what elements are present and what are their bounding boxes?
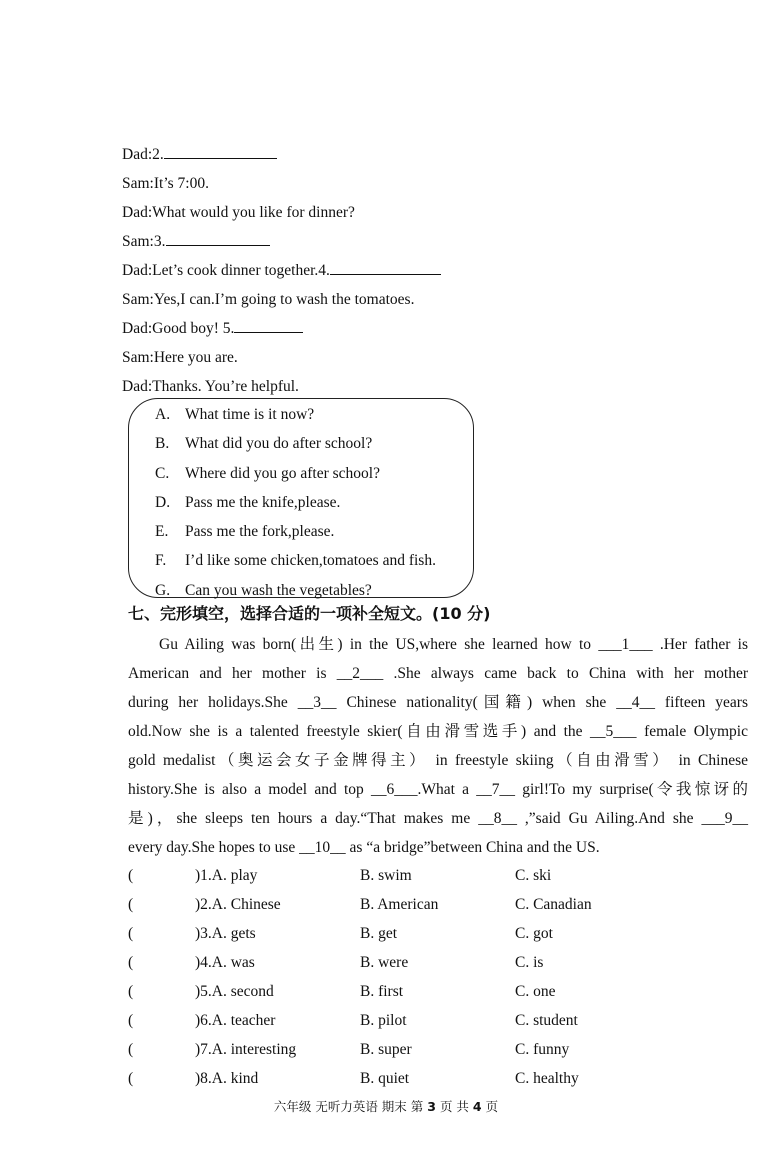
- page-footer: 六年级 无听力英语 期末 第 3 页 共 4 页: [273, 1099, 499, 1114]
- answer-bracket[interactable]: (: [128, 896, 134, 913]
- choice-row: [128, 919, 648, 948]
- choice-b: B. American: [360, 896, 439, 913]
- answer-bracket[interactable]: (: [128, 954, 134, 971]
- choice-row: [128, 1006, 648, 1035]
- passage-line: 是)，she sleeps ten hours a day.“That makes me __8__ ,”said Gu Ailing.And she ___9__: [128, 810, 748, 827]
- option-item: A. What time is it now?: [155, 406, 315, 423]
- option-item: E. Pass me the fork,please.: [155, 523, 335, 541]
- choice-b: B. first: [360, 983, 404, 1000]
- answer-blank: [164, 143, 277, 159]
- choice-row: [128, 1035, 648, 1064]
- option-item: B. What did you do after school?: [155, 435, 373, 453]
- choice-c: C. got: [515, 925, 553, 942]
- choice-row: [128, 890, 648, 919]
- options-list: [155, 400, 436, 605]
- dialog-line: Sam:It’s 7:00.: [122, 175, 209, 192]
- option-item: F. I’d like some chicken,tomatoes and fish.: [155, 552, 436, 570]
- passage-line: American and her mother is __2___ .She always came back to China with her mother: [128, 665, 748, 682]
- passage-line: during her holidays.She __3__ Chinese nationality(国籍) when she __4__ fifteen years: [128, 694, 748, 711]
- passage-line: gold medalist（奥运会女子金牌得主） in freestyle skiing（自由滑雪） in Chinese: [128, 752, 748, 769]
- option-item: G. Can you wash the vegetables?: [155, 581, 372, 599]
- choice-c: C. Canadian: [515, 896, 592, 913]
- choice-a: )6.A. teacher: [195, 1012, 276, 1029]
- choice-a: )4.A. was: [195, 954, 255, 971]
- choice-b: B. pilot: [360, 1012, 407, 1029]
- choice-row: [128, 861, 648, 890]
- choice-c: C. is: [515, 954, 544, 971]
- choice-b: B. get: [360, 925, 398, 942]
- choice-c: C. one: [515, 983, 556, 1000]
- passage-line: old.Now she is a talented freestyle skier(自由滑雪选手) and the __5___ female Olympic: [128, 723, 748, 740]
- passage-line: every day.She hopes to use __10__ as “a bridge”between China and the US.: [128, 839, 600, 856]
- choice-b: B. swim: [360, 867, 412, 884]
- answer-blank: [330, 259, 441, 275]
- dialog-line: Dad:Let’s cook dinner together.4.: [122, 256, 682, 285]
- section-title: 七、完形填空，选择合适的一项补全短文。(10 分): [128, 604, 491, 623]
- choice-row: [128, 948, 648, 977]
- choice-a: )1.A. play: [195, 867, 258, 884]
- dialog-line: Sam:Yes,I can.I’m going to wash the tomatoes.: [122, 291, 415, 308]
- choice-c: C. healthy: [515, 1070, 579, 1087]
- choice-row: [128, 977, 648, 1006]
- choice-a: )3.A. gets: [195, 925, 256, 942]
- answer-blank: [234, 317, 303, 333]
- choice-a: )8.A. kind: [195, 1070, 259, 1087]
- cloze-passage: [128, 630, 748, 862]
- answer-bracket[interactable]: (: [128, 1012, 134, 1029]
- answer-bracket[interactable]: (: [128, 983, 134, 1000]
- page-number: 3: [427, 1099, 436, 1114]
- dialog-line: Sam:Here you are.: [122, 349, 238, 366]
- total-pages: 4: [472, 1099, 482, 1114]
- answer-bracket[interactable]: (: [128, 867, 134, 884]
- choice-a: )5.A. second: [195, 983, 274, 1000]
- option-item: D. Pass me the knife,please.: [155, 493, 341, 511]
- dialog-line: Sam:3.: [122, 227, 682, 256]
- choice-b: B. super: [360, 1041, 412, 1058]
- passage-line: history.She is also a model and top __6___.What a __7__ girl!To my surprise(令我惊讶的: [128, 781, 748, 798]
- dialog-line: Dad:Good boy! 5.: [122, 314, 682, 343]
- option-item: C. Where did you go after school?: [155, 464, 380, 482]
- choice-row: [128, 1064, 648, 1093]
- dialog-line: Dad:What would you like for dinner?: [122, 204, 355, 221]
- choice-c: C. ski: [515, 867, 552, 884]
- passage-line: Gu Ailing was born(出生) in the US,where she learned how to ___1___ .Her father is: [159, 636, 748, 653]
- choice-c: C. funny: [515, 1041, 570, 1058]
- dialog-line: Dad:2.: [122, 140, 682, 169]
- choice-list: [128, 861, 648, 1093]
- answer-blank: [166, 230, 270, 246]
- answer-bracket[interactable]: (: [128, 1070, 134, 1087]
- choice-a: )2.A. Chinese: [195, 896, 281, 913]
- answer-bracket[interactable]: (: [128, 925, 134, 942]
- choice-c: C. student: [515, 1012, 578, 1029]
- choice-a: )7.A. interesting: [195, 1041, 297, 1058]
- choice-b: B. quiet: [360, 1070, 410, 1087]
- dialog-section: [122, 140, 682, 401]
- answer-bracket[interactable]: (: [128, 1041, 134, 1058]
- choice-b: B. were: [360, 954, 409, 971]
- dialog-line: Dad:Thanks. You’re helpful.: [122, 378, 299, 395]
